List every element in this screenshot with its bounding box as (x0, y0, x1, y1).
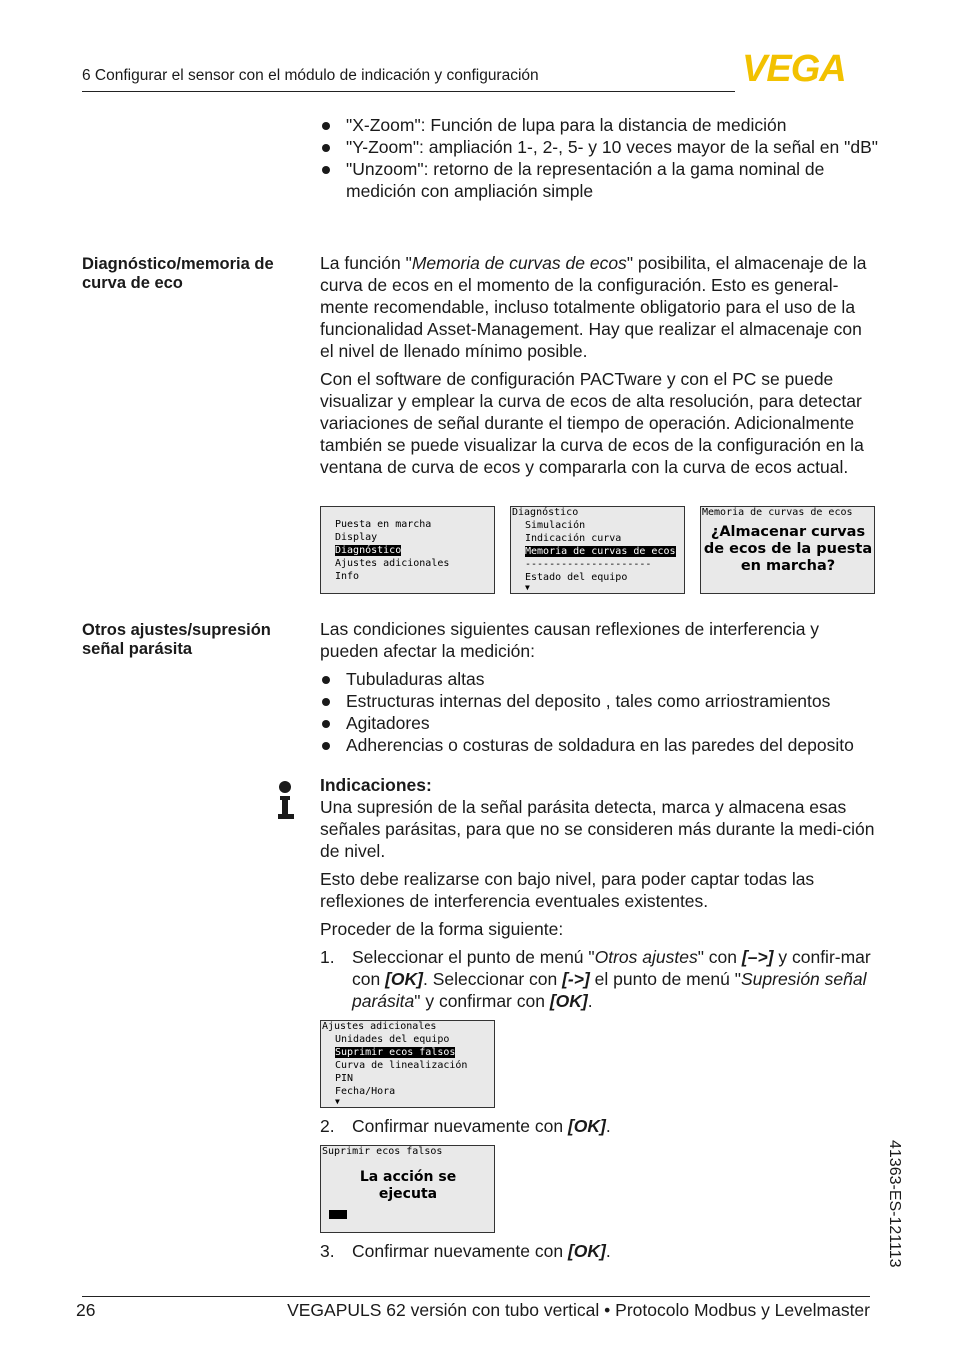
footer-title: VEGAPULS 62 versión con tubo vertical • Protocolo Modbus y Levelmaster (287, 1300, 870, 1320)
list-item: Estructuras internas del deposito , tales como arriostramientos (320, 690, 880, 712)
list-item: Agitadores (320, 712, 880, 734)
step-2 (320, 1115, 880, 1137)
header-divider (82, 91, 735, 92)
step-3 (320, 1240, 880, 1262)
menu-item: Ajustes adicionales (335, 557, 450, 569)
menu-item: Puesta en marcha (335, 519, 432, 530)
menu-item: Curva de linealización (335, 1059, 468, 1071)
zoom-options (320, 114, 880, 202)
document-code: 41363-ES-121113 (886, 1140, 903, 1268)
menu-item: Display (335, 531, 378, 543)
display-screen-ajustes-adicionales (320, 1020, 495, 1108)
diagnostico-text (320, 252, 880, 478)
step-item: 3. Confirmar nuevamente con [OK]. (320, 1241, 611, 1261)
logo-text: VEGA (742, 52, 846, 84)
menu-item: Simulación (525, 519, 586, 531)
side-heading-diagnostico: Diagnóstico/memoria de curva de eco (82, 255, 274, 292)
list-item: "Unzoom": retorno de la representación a la gama nominal de medición con ampliación simple (320, 158, 880, 202)
scroll-down-icon: ▼ (525, 583, 530, 593)
menu-item: Fecha/Hora (335, 1085, 396, 1097)
otros-ajustes-text (320, 618, 880, 756)
menu-item: Info (335, 570, 360, 582)
paragraph: Las condiciones siguientes causan reflexiones de interferencia y pueden afectar la medición: (320, 619, 820, 661)
menu-separator: --------------------- (525, 558, 652, 570)
scroll-down-icon: ▼ (335, 1097, 340, 1107)
note-block (320, 774, 880, 1012)
section-header: 6 Configurar el sensor con el módulo de indicación y configuración (82, 67, 539, 84)
page-number: 26 (76, 1300, 96, 1320)
menu-item: PIN (335, 1072, 354, 1084)
display-screen-memoria (700, 506, 875, 594)
screen-message: La acción se ejecuta (359, 1168, 457, 1202)
screen-title: Ajustes adicionales (322, 1021, 437, 1032)
list-item: Tubuladuras altas (320, 668, 880, 690)
info-icon (276, 780, 296, 822)
screen-title: Memoria de curvas de ecos (702, 507, 853, 518)
menu-item: Indicación curva (525, 532, 622, 544)
step-item: 2. Confirmar nuevamente con [OK]. (320, 1116, 611, 1136)
menu-item: Estado del equipo (525, 571, 628, 583)
paragraph: La función "Memoria de curvas de ecos" posibilita, el almacenaje de la curva de ecos en el momento de la configuración. Esto es general-mente recomendable, incluso totalmente obligatorio para el uso de la funcionalidad Asset-Management. Hay que realizar el almacenaje con el nivel de llenado mínimo posible. (320, 253, 867, 361)
paragraph: Esto debe realizarse con bajo nivel, para poder captar todas las reflexiones de interferencia eventuales existentes. (320, 869, 815, 911)
step-item: 1. Seleccionar el punto de menú "Otros ajustes" con [–>] y confir-mar con [OK]. Seleccionar con [->] el punto de menú "Supresión señal parásita" y confirmar con [OK]. (320, 947, 871, 1011)
paragraph: Con el software de configuración PACTware y con el PC se puede visualizar y emplear la curva de ecos de alta resolución, para detectar variaciones de señal durante el tiempo de operación. Adicionalmente también se puede visualizar la curva de ecos de la configuración en la ventana de curva de ecos y compararla con la curva de ecos actual. (320, 369, 864, 477)
display-screen-suprimir (320, 1145, 495, 1233)
side-heading-otros-ajustes: Otros ajustes/supresión señal parásita (82, 621, 271, 658)
menu-item-selected: Memoria de curvas de ecos (525, 545, 676, 557)
list-item: "X-Zoom": Función de lupa para la distancia de medición (320, 114, 880, 136)
progress-cursor (329, 1210, 347, 1219)
menu-item: Unidades del equipo (335, 1033, 450, 1045)
vega-logo (742, 52, 872, 84)
menu-item-selected: Diagnóstico (335, 544, 402, 556)
display-screen-diagnostico (510, 506, 685, 594)
screen-title: Suprimir ecos falsos (322, 1146, 443, 1157)
paragraph: Proceder de la forma siguiente: (320, 919, 564, 939)
display-screen-main-menu (320, 506, 495, 594)
list-item: Adherencias o costuras de soldadura en las paredes del deposito (320, 734, 880, 756)
footer-divider (82, 1296, 870, 1297)
screen-question: ¿Almacenar curvas de ecos de la puesta en marcha? (703, 523, 873, 574)
note-heading: Indicaciones: (320, 775, 432, 795)
list-item: "Y-Zoom": ampliación 1-, 2-, 5- y 10 veces mayor de la señal en "dB" (320, 136, 880, 158)
menu-item-selected: Suprimir ecos falsos (335, 1046, 456, 1058)
screen-title: Diagnóstico (512, 507, 579, 518)
paragraph: Una supresión de la señal parásita detecta, marca y almacena esas señales parásitas, para que no se consideren más durante la medi-ción de nivel. (320, 797, 875, 861)
